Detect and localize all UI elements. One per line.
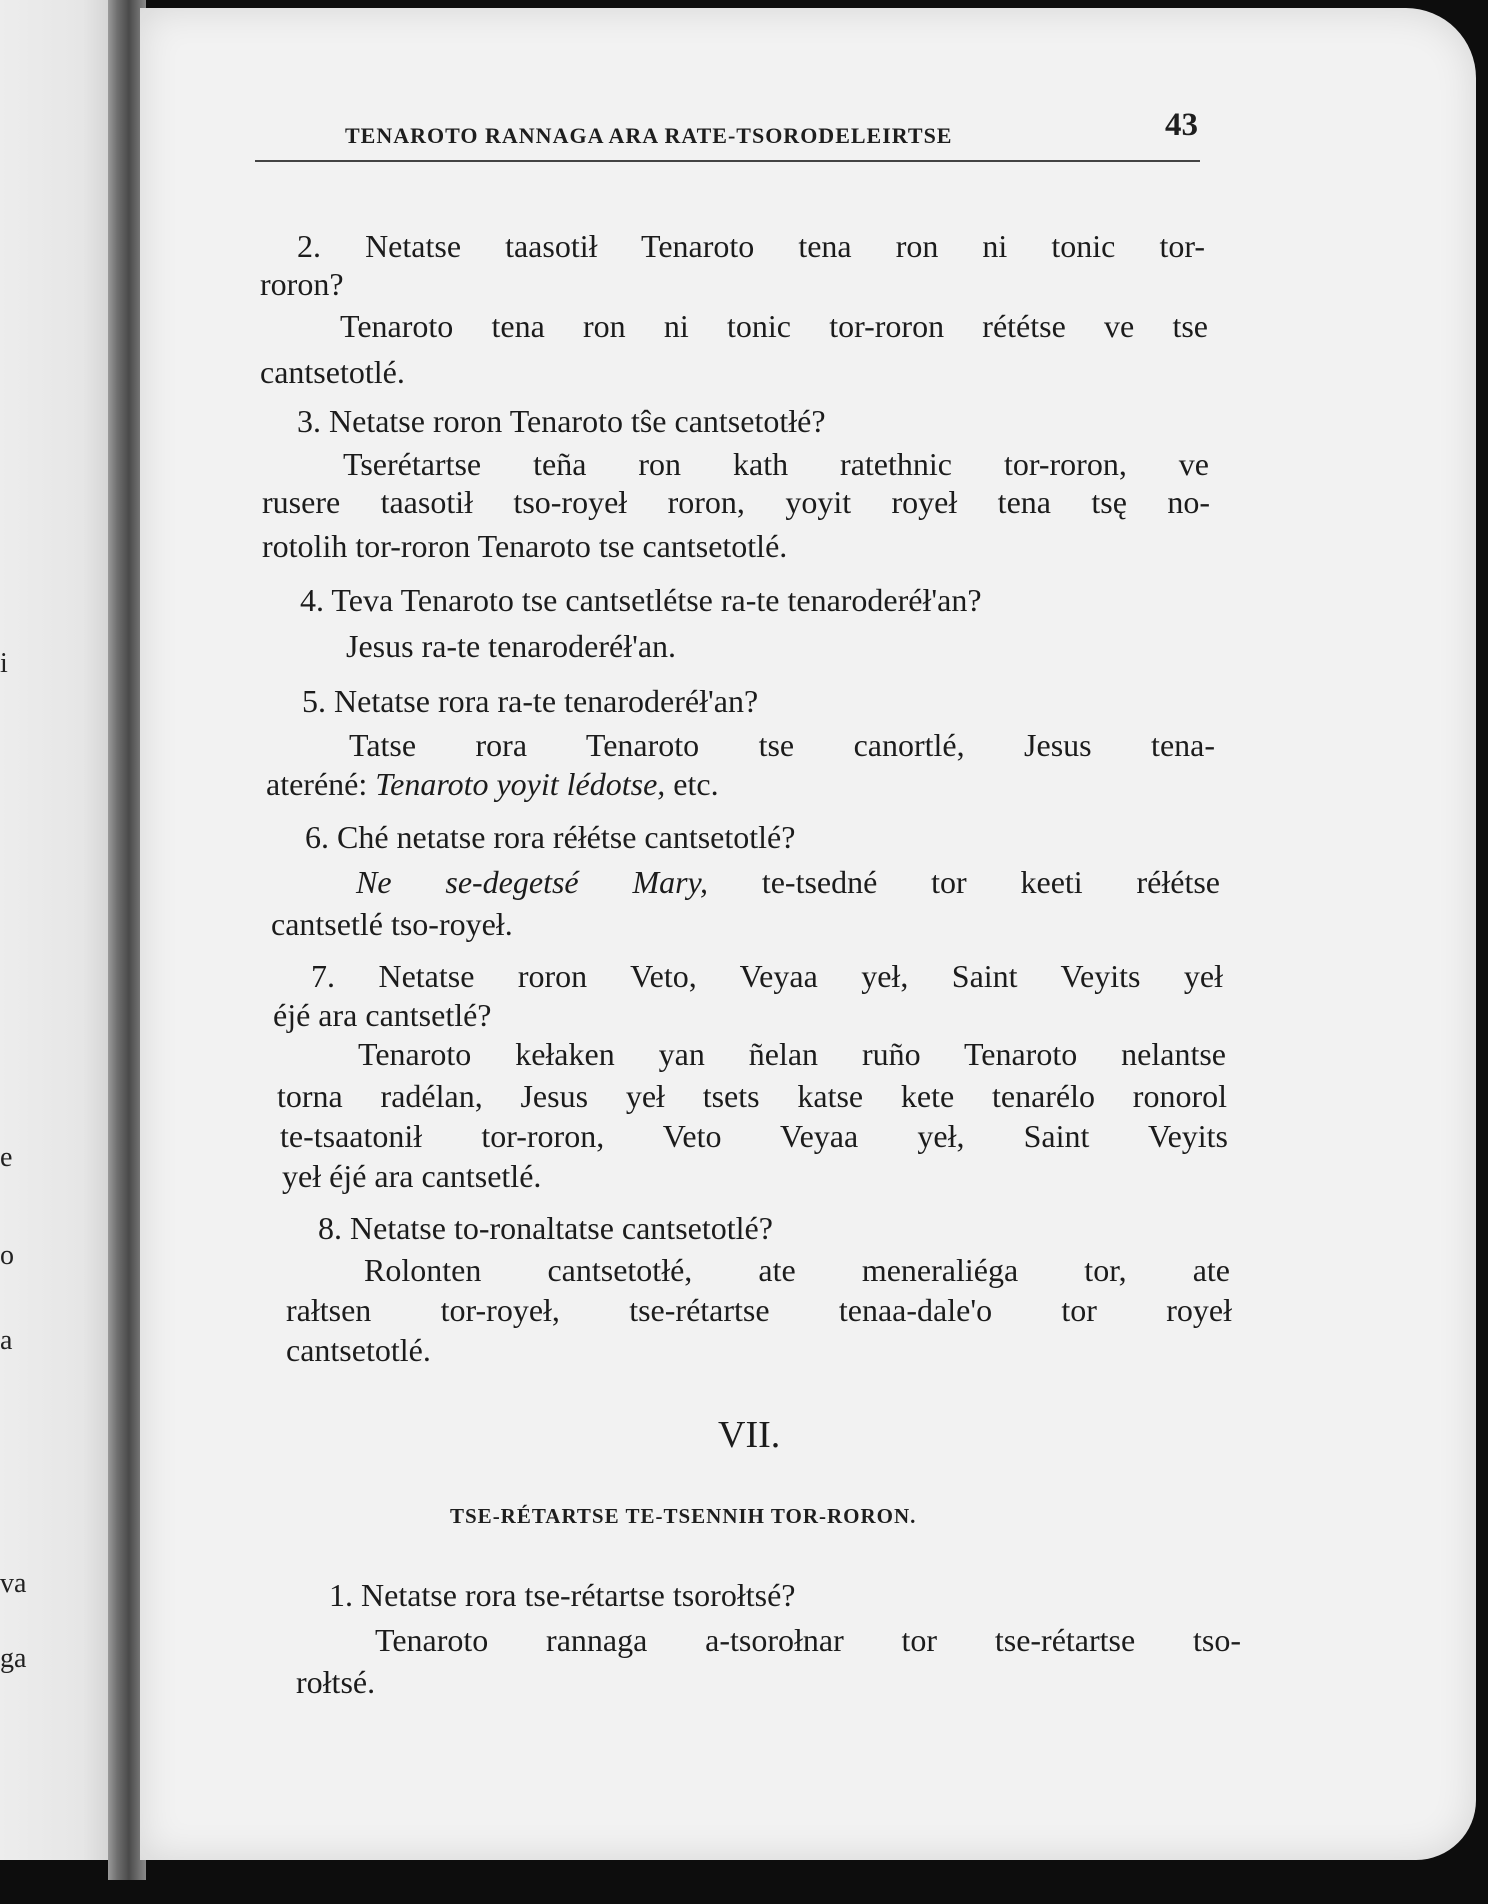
answer-line: Tenaroto tena ron ni tonic tor-roron rététse ve tse — [340, 308, 1208, 344]
italic-phrase: Tenaroto yoyit lédotse, — [375, 766, 666, 802]
running-head: TENAROTO RANNAGA ARA RATE-TSORODELEIRTSE — [345, 123, 953, 148]
answer-line: Tenaroto kełaken yan ñelan ruño Tenaroto nelantse — [358, 1036, 1226, 1072]
left-facing-page — [0, 0, 118, 1860]
question-line: 3. Netatse roron Tenaroto tŝe cantsetotłé? — [297, 403, 826, 439]
answer-line: Tenaroto rannaga a-tsorołnar tor tse-rétartse tso- — [375, 1622, 1241, 1658]
answer-line: rałtsen tor-royeł, tse-rétartse tenaa-dale'o tor royeł — [286, 1292, 1232, 1328]
answer-line: cantsetotlé. — [286, 1332, 431, 1368]
answer-line: cantsetlé tso-royeł. — [271, 906, 513, 942]
answer-line: yeł éjé ara cantsetlé. — [282, 1158, 542, 1194]
answer-line: Tserétartse teña ron kath ratethnic tor-roron, ve — [343, 446, 1209, 482]
left-fragment: o — [0, 1240, 14, 1271]
answer-line: cantsetotlé. — [260, 354, 405, 390]
answer-line-mixed — [356, 864, 1220, 900]
question-line: 1. Netatse rora tse-rétartse tsorołtsé? — [329, 1577, 796, 1613]
question-line: 7. Netatse roron Veto, Veyaa yeł, Saint Veyits yeł — [311, 958, 1223, 994]
answer-text: ateréné: — [266, 766, 376, 802]
answer-line: rusere taasotił tso-royeł roron, yoyit royeł tena tsę no- — [262, 484, 1210, 520]
page-number: 43 — [1165, 107, 1198, 143]
question-line: 5. Netatse rora ra-te tenaroderéł'an? — [302, 683, 759, 719]
question-line: 2. Netatse taasotił Tenaroto tena ron ni tonic tor- — [297, 228, 1205, 264]
left-fragment: va — [0, 1568, 27, 1599]
answer-text: te-tsedné tor keeti réłétse — [708, 864, 1221, 900]
left-fragment: ga — [0, 1643, 27, 1674]
italic-phrase: Ne se-degetsé Mary, — [356, 864, 708, 900]
header-rule — [255, 160, 1200, 162]
answer-line: Jesus ra-te tenaroderéł'an. — [346, 628, 677, 664]
left-fragment: e — [0, 1142, 13, 1173]
answer-line: Rolonten cantsetotłé, ate meneraliéga tor, ate — [364, 1252, 1230, 1288]
answer-line: rotolih tor-roron Tenaroto tse cantsetotlé. — [262, 528, 788, 564]
answer-line: Tatse rora Tenaroto tse canortlé, Jesus tena- — [349, 727, 1215, 763]
answer-line: torna radélan, Jesus yeł tsets katse kete tenarélo ronorol — [277, 1078, 1227, 1114]
left-fragment: i — [0, 648, 8, 679]
answer-line: te-tsaatonił tor-roron, Veto Veyaa yeł, Saint Veyits — [280, 1118, 1228, 1154]
answer-line: rołtsé. — [296, 1664, 376, 1700]
question-line: 8. Netatse to-ronaltatse cantsetotlé? — [318, 1210, 773, 1246]
question-line: 4. Teva Tenaroto tse cantsetlétse ra-te tenaroderéł'an? — [300, 582, 982, 618]
question-line: éjé ara cantsetlé? — [273, 997, 492, 1033]
answer-line-mixed — [266, 766, 719, 802]
question-line: 6. Ché netatse rora réłétse cantsetotlé? — [305, 819, 796, 855]
question-line: roron? — [260, 266, 344, 302]
section-title: TSE-RÉTARTSE TE-TSENNIH TOR-RORON. — [450, 1504, 917, 1528]
left-fragment: a — [0, 1325, 13, 1356]
answer-text: etc. — [665, 766, 719, 802]
section-number: VII. — [718, 1414, 781, 1456]
